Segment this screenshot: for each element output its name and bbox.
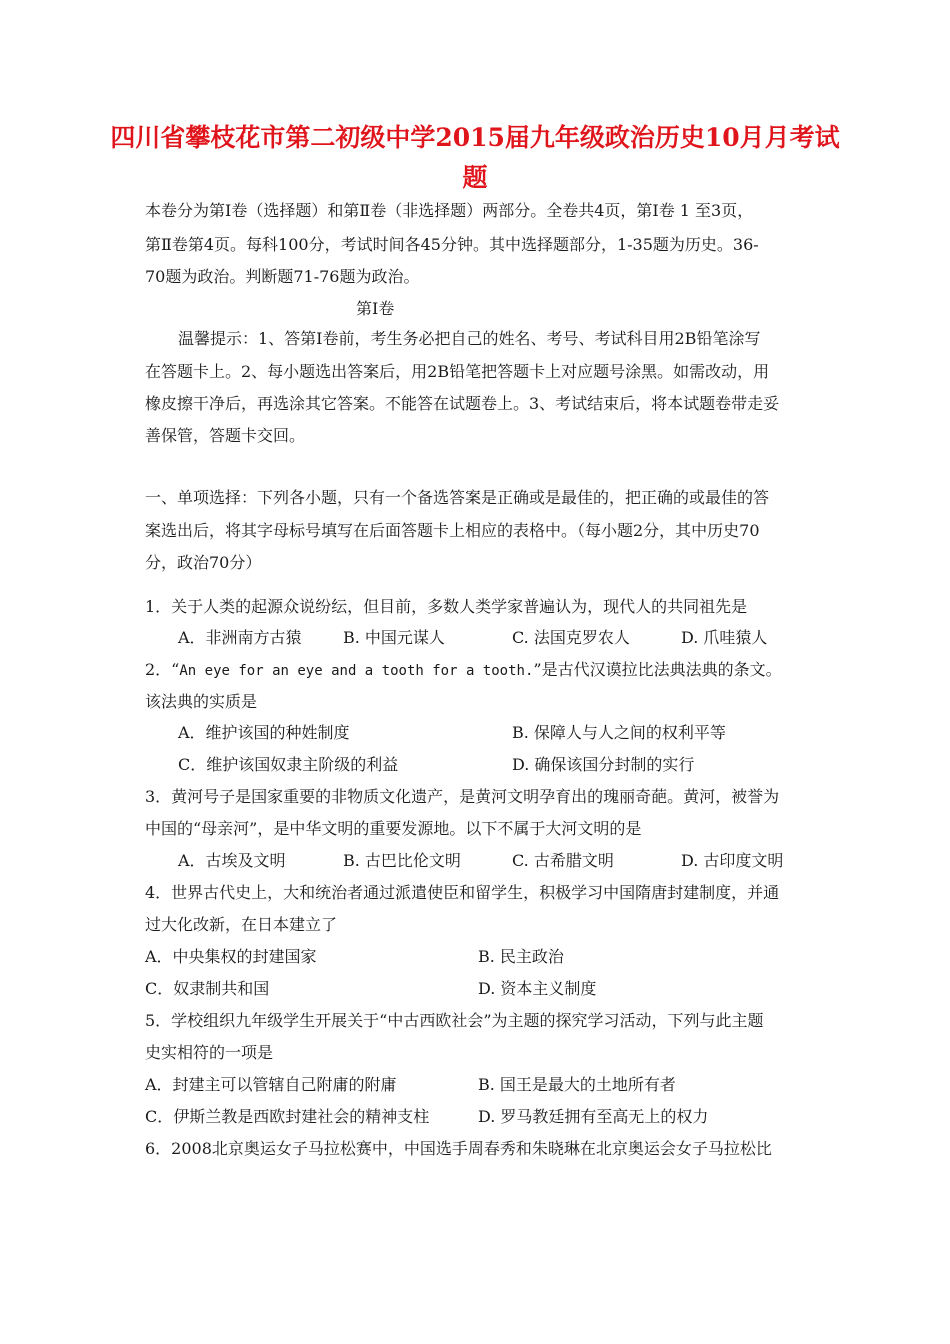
question-3-option-d: D. 古印度文明 bbox=[681, 851, 784, 870]
question-3-option-c: C. 古希腊文明 bbox=[512, 851, 614, 870]
intro-line-1: 本卷分为第Ⅰ卷（选择题）和第Ⅱ卷（非选择题）两部分。全卷共4页，第Ⅰ卷 1 至3页， bbox=[145, 201, 754, 220]
question-4-option-c: C．奴隶制共和国 bbox=[145, 979, 270, 998]
question-5-option-d: D. 罗马教廷拥有至高无上的权力 bbox=[478, 1107, 709, 1126]
intro-line-3: 70题为政治。判断题71-76题为政治。 bbox=[145, 267, 420, 286]
question-4-stem-line-2: 过大化改新，在日本建立了 bbox=[145, 915, 338, 934]
question-4-option-a: A．中央集权的封建国家 bbox=[145, 947, 317, 966]
question-2-stem-suffix: ”是古代汉谟拉比法典法典的条文。 bbox=[533, 660, 782, 679]
question-4-stem: 4．世界古代史上，大和统治者通过派遣使臣和留学生，积极学习中国隋唐封建制度，并通 bbox=[145, 883, 780, 902]
question-2-option-c: C．维护该国奴隶主阶级的利益 bbox=[178, 755, 399, 774]
question-3-option-a: A．古埃及文明 bbox=[178, 851, 286, 870]
question-4-option-b: B. 民主政治 bbox=[478, 947, 564, 966]
question-3-stem-line-2: 中国的“母亲河”，是中华文明的重要发源地。以下不属于大河文明的是 bbox=[145, 819, 642, 838]
question-1-option-c: C. 法国克罗农人 bbox=[512, 628, 630, 647]
question-2-option-a: A．维护该国的种姓制度 bbox=[178, 723, 350, 742]
question-2-option-d: D. 确保该国分封制的实行 bbox=[512, 755, 695, 774]
tips-line-1: 温馨提示：1、答第Ⅰ卷前，考生务必把自己的姓名、考号、考试科目用2B铅笔涂写 bbox=[178, 329, 761, 348]
question-2-stem bbox=[145, 659, 782, 682]
question-1-option-d: D. 爪哇猿人 bbox=[681, 628, 768, 647]
question-4-option-d: D. 资本主义制度 bbox=[478, 979, 597, 998]
question-5-option-c: C．伊斯兰教是西欧封建社会的精神支柱 bbox=[145, 1107, 430, 1126]
question-5-option-a: A．封建主可以管辖自己附庸的附庸 bbox=[145, 1075, 397, 1094]
question-5-option-b: B. 国王是最大的土地所有者 bbox=[478, 1075, 676, 1094]
question-1-stem: 1．关于人类的起源众说纷纭，但目前，多数人类学家普遍认为，现代人的共同祖先是 bbox=[145, 597, 748, 616]
question-2-stem-prefix: 2．“ bbox=[145, 660, 180, 679]
tips-line-4: 善保管，答题卡交回。 bbox=[145, 426, 306, 445]
question-2-stem-line-2: 该法典的实质是 bbox=[145, 692, 258, 711]
section-label: 第Ⅰ卷 bbox=[356, 299, 395, 318]
part-one-line-3: 分，政治70分） bbox=[145, 553, 262, 572]
question-3-option-b: B. 古巴比伦文明 bbox=[343, 851, 461, 870]
exam-title-line1: 四川省攀枝花市第二初级中学2015届九年级政治历史10月月考试 bbox=[110, 123, 840, 152]
question-6-stem: 6．2008北京奥运女子马拉松赛中，中国选手周春秀和朱晓琳在北京奥运会女子马拉松比 bbox=[145, 1139, 772, 1158]
question-1-option-a: A．非洲南方古猿 bbox=[178, 628, 302, 647]
question-1-option-b: B. 中国元谋人 bbox=[343, 628, 445, 647]
part-one-line-1: 一、单项选择：下列各小题，只有一个备选答案是正确或是最佳的，把正确的或最佳的答 bbox=[145, 488, 770, 507]
question-2-option-b: B. 保障人与人之间的权利平等 bbox=[512, 723, 726, 742]
question-2-quote: An eye for an eye and a tooth for a tooth. bbox=[179, 663, 534, 679]
part-one-line-2: 案选出后，将其字母标号填写在后面答题卡上相应的表格中。（每小题2分，其中历史70 bbox=[145, 521, 760, 540]
question-5-stem: 5．学校组织九年级学生开展关于“中古西欧社会”为主题的探究学习活动，下列与此主题 bbox=[145, 1011, 764, 1030]
question-3-stem: 3．黄河号子是国家重要的非物质文化遗产，是黄河文明孕育出的瑰丽奇葩。黄河，被誉为 bbox=[145, 787, 780, 806]
tips-line-3: 橡皮擦干净后，再选涂其它答案。不能答在试题卷上。3、考试结束后，将本试题卷带走妥 bbox=[145, 394, 780, 413]
intro-line-2: 第Ⅱ卷第4页。每科100分，考试时间各45分钟。其中选择题部分，1-35题为历史。36- bbox=[145, 235, 759, 254]
question-5-stem-line-2: 史实相符的一项是 bbox=[145, 1043, 274, 1062]
tips-line-2: 在答题卡上。2、每小题选出答案后，用2B铅笔把答题卡上对应题号涂黑。如需改动，用 bbox=[145, 362, 770, 381]
exam-title-line2: 题 bbox=[462, 163, 488, 192]
